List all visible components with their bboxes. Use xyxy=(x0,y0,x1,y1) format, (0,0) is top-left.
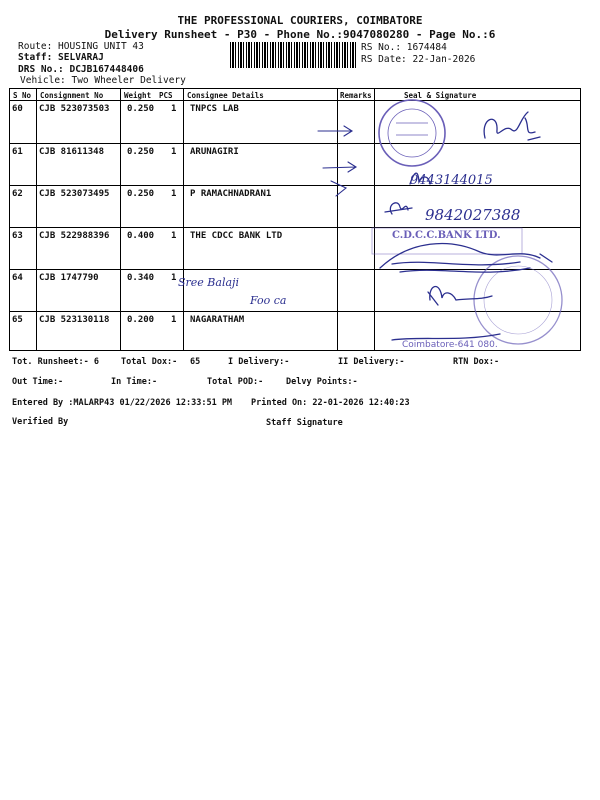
row-weight: 0.250 xyxy=(127,189,155,199)
col-sno: S No xyxy=(13,91,32,100)
rs-number: RS No.: 1674484 xyxy=(361,42,447,53)
company-name: THE PROFESSIONAL COURIERS, COIMBATORE xyxy=(177,14,423,27)
col-consignment: Consignment No xyxy=(40,91,104,100)
row-consignee: ARUNAGIRI xyxy=(190,147,239,157)
handwritten-name-1: Sree Balaji xyxy=(178,276,239,289)
row-consignment: CJB 523073495 xyxy=(39,189,110,199)
col-seal-signature: Seal & Signature xyxy=(404,91,477,100)
row-pcs: 1 xyxy=(171,231,177,241)
vehicle-label: Vehicle: Two Wheeler Delivery xyxy=(20,75,186,86)
staff-signature-label: Staff Signature xyxy=(266,418,343,428)
out-time: Out Time:- xyxy=(12,377,64,387)
row-sno: 61 xyxy=(12,147,23,157)
row-pcs: 1 xyxy=(171,189,177,199)
in-time: In Time:- xyxy=(111,377,158,387)
row-consignment: CJB 523073503 xyxy=(39,104,110,114)
round-stamp xyxy=(379,100,445,166)
total-pod: Total POD:- xyxy=(207,377,264,387)
rs-date: RS Date: 22-Jan-2026 xyxy=(361,54,476,65)
runsheet-title: Delivery Runsheet - P30 - Phone No.:9047080280 - Page No.:6 xyxy=(104,28,496,41)
col-remarks: Remarks xyxy=(340,91,372,100)
col-consignee: Consignee Details xyxy=(187,91,264,100)
row-pcs: 1 xyxy=(171,315,177,325)
route-label: Route: HOUSING UNIT 43 xyxy=(18,41,144,52)
verified-by: Verified By xyxy=(12,417,69,427)
row-sno: 64 xyxy=(12,273,23,283)
handwritten-phone-1: 9443144015 xyxy=(410,173,493,188)
row-consignee: P RAMACHNADRAN1 xyxy=(190,189,272,199)
row-pcs: 1 xyxy=(171,273,177,283)
total-dox-label: Total Dox:- xyxy=(121,357,178,367)
row-consignment: CJB 81611348 xyxy=(39,147,105,157)
handwritten-name-2: Foo ca xyxy=(250,294,287,307)
row-weight: 0.250 xyxy=(127,104,155,114)
row-weight: 0.340 xyxy=(127,273,155,283)
row-sno: 63 xyxy=(12,231,23,241)
row-sno: 62 xyxy=(12,189,23,199)
row-weight: 0.250 xyxy=(127,147,155,157)
signatures xyxy=(380,112,552,340)
row-consignee: THE CDCC BANK LTD xyxy=(190,231,283,241)
drs-number: DRS No.: DCJB167448406 xyxy=(18,64,144,75)
remarks-arrows xyxy=(318,126,356,196)
handwritten-phone-2: 9842027388 xyxy=(425,206,521,224)
row-consignment: CJB 523130118 xyxy=(39,315,110,325)
row-weight: 0.400 xyxy=(127,231,155,241)
entered-by: Entered By :MALARP43 01/22/2026 12:33:51 PM xyxy=(12,398,233,408)
printed-on: Printed On: 22-01-2026 12:40:23 xyxy=(251,398,410,408)
row-weight: 0.200 xyxy=(127,315,155,325)
row-pcs: 1 xyxy=(171,147,177,157)
total-dox-value: 65 xyxy=(190,357,201,367)
col-pcs: PCS xyxy=(159,91,173,100)
row-pcs: 1 xyxy=(171,104,177,114)
ii-delivery: II Delivery:- xyxy=(338,357,405,367)
bank-stamp-city: Coimbatore-641 080. xyxy=(402,340,498,350)
staff-label: Staff: SELVARAJ xyxy=(18,52,104,63)
round-stamp-bottom xyxy=(474,256,562,344)
delvy-points: Delvy Points:- xyxy=(286,377,358,387)
rtn-dox: RTN Dox:- xyxy=(453,357,500,367)
row-consignment: CJB 1747790 xyxy=(39,273,99,283)
bank-stamp-name: C.D.C.C.BANK LTD. xyxy=(392,230,501,241)
row-consignee: TNPCS LAB xyxy=(190,104,239,114)
i-delivery: I Delivery:- xyxy=(228,357,290,367)
row-sno: 65 xyxy=(12,315,23,325)
row-consignee: NAGARATHAM xyxy=(190,315,245,325)
total-runsheet: Tot. Runsheet:- 6 xyxy=(12,357,99,367)
col-weight: Weight xyxy=(124,91,152,100)
row-sno: 60 xyxy=(12,104,23,114)
row-consignment: CJB 522988396 xyxy=(39,231,110,241)
